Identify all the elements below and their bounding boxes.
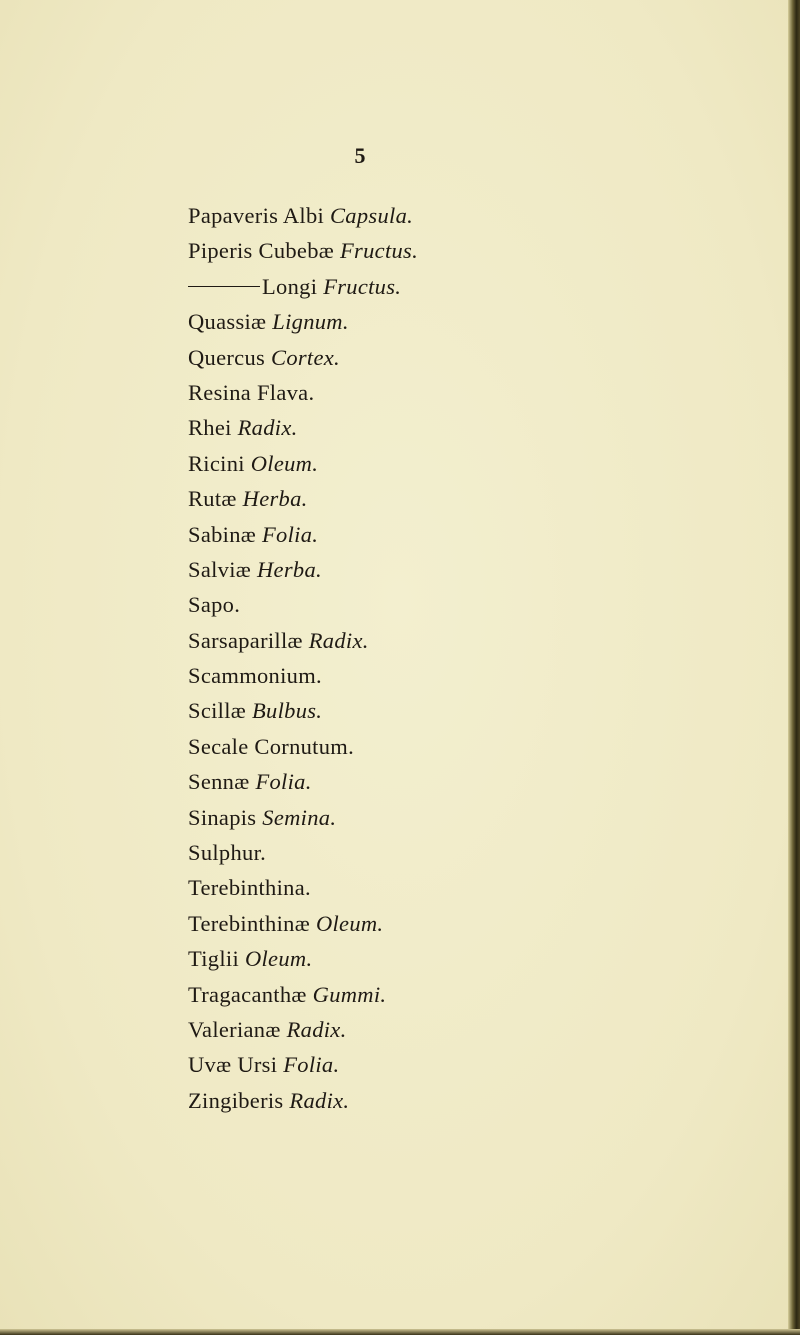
entry-name: Tiglii [188,946,240,972]
list-item [188,304,688,339]
entry-name: Quassiæ [188,309,267,335]
list-item [188,1012,688,1047]
entry-name: Sarsaparillæ [188,627,303,653]
entry-part: Oleum. [250,450,319,476]
entry-name: Sapo. [188,592,241,618]
list-item [188,517,688,552]
list-item [188,658,688,693]
list-item [188,198,688,233]
entry-name: Ricini [188,450,245,476]
page-number: 5 [354,143,366,168]
entry-name: Valerianæ [188,1016,281,1042]
list-item [188,375,688,410]
page-edge-shadow [788,0,800,1335]
list-item [188,269,688,304]
entry-part: Radix. [286,1016,347,1042]
entry-name: Sennæ [188,769,250,795]
entry-name: Sabinæ [188,521,257,547]
entry-part: Fructus. [323,273,402,299]
list-item [188,446,688,481]
entry-name: Scillæ [188,698,247,724]
entry-part: Cortex. [271,344,340,370]
ditto-dash [188,286,260,287]
list-item [188,764,688,799]
entry-name: Longi [262,273,318,299]
entry-part: Oleum. [315,910,384,936]
list-item [188,906,688,941]
list-item [188,587,688,622]
list-item [188,552,688,587]
drug-list [188,198,688,1118]
list-item [188,941,688,976]
entry-name: Papaveris Albi [188,203,325,228]
entry-name: Zingiberis [188,1087,284,1113]
list-item [188,233,688,268]
entry-name: Quercus [188,344,266,370]
list-item [188,623,688,658]
entry-name: Terebinthina. [188,875,311,901]
entry-name: Sinapis [188,804,257,830]
entry-name: Resina Flava. [188,379,315,405]
list-item [188,693,688,728]
list-item [188,870,688,905]
entry-part: Oleum. [244,946,313,972]
entry-part: Capsula. [330,203,414,228]
entry-part: Gummi. [312,981,387,1007]
list-item [188,800,688,835]
page-bottom-edge [0,1329,800,1335]
entry-name: Scammonium. [188,663,322,689]
entry-part: Folia. [255,769,312,795]
entry-part: Fructus. [340,238,419,264]
entry-name: Sulphur. [188,840,267,866]
entry-part: Bulbus. [252,698,323,724]
entry-name: Tragacanthæ [188,981,307,1007]
list-item [188,340,688,375]
entry-part: Herba. [242,486,308,512]
entry-name: Rutæ [188,486,237,512]
list-item [188,729,688,764]
list-item [188,835,688,870]
entry-part: Radix. [308,627,369,653]
entry-name: Salviæ [188,556,252,582]
entry-part: Radix. [289,1087,350,1113]
entry-part: Herba. [257,556,322,582]
list-item [188,977,688,1012]
entry-part: Folia. [283,1052,340,1078]
list-item [188,481,688,516]
entry-name: Terebinthinæ [188,910,310,936]
entry-part: Lignum. [272,309,349,335]
entry-part: Folia. [262,521,319,547]
list-item [188,1083,688,1118]
list-item [188,410,688,445]
entry-part: Semina. [262,804,337,830]
list-item [188,1047,688,1082]
entry-name: Secale Cornutum. [188,733,355,759]
entry-name: Piperis Cubebæ [188,238,335,264]
entry-name: Rhei [188,415,232,441]
entry-part: Radix. [237,415,298,441]
entry-name: Uvæ Ursi [188,1052,278,1078]
